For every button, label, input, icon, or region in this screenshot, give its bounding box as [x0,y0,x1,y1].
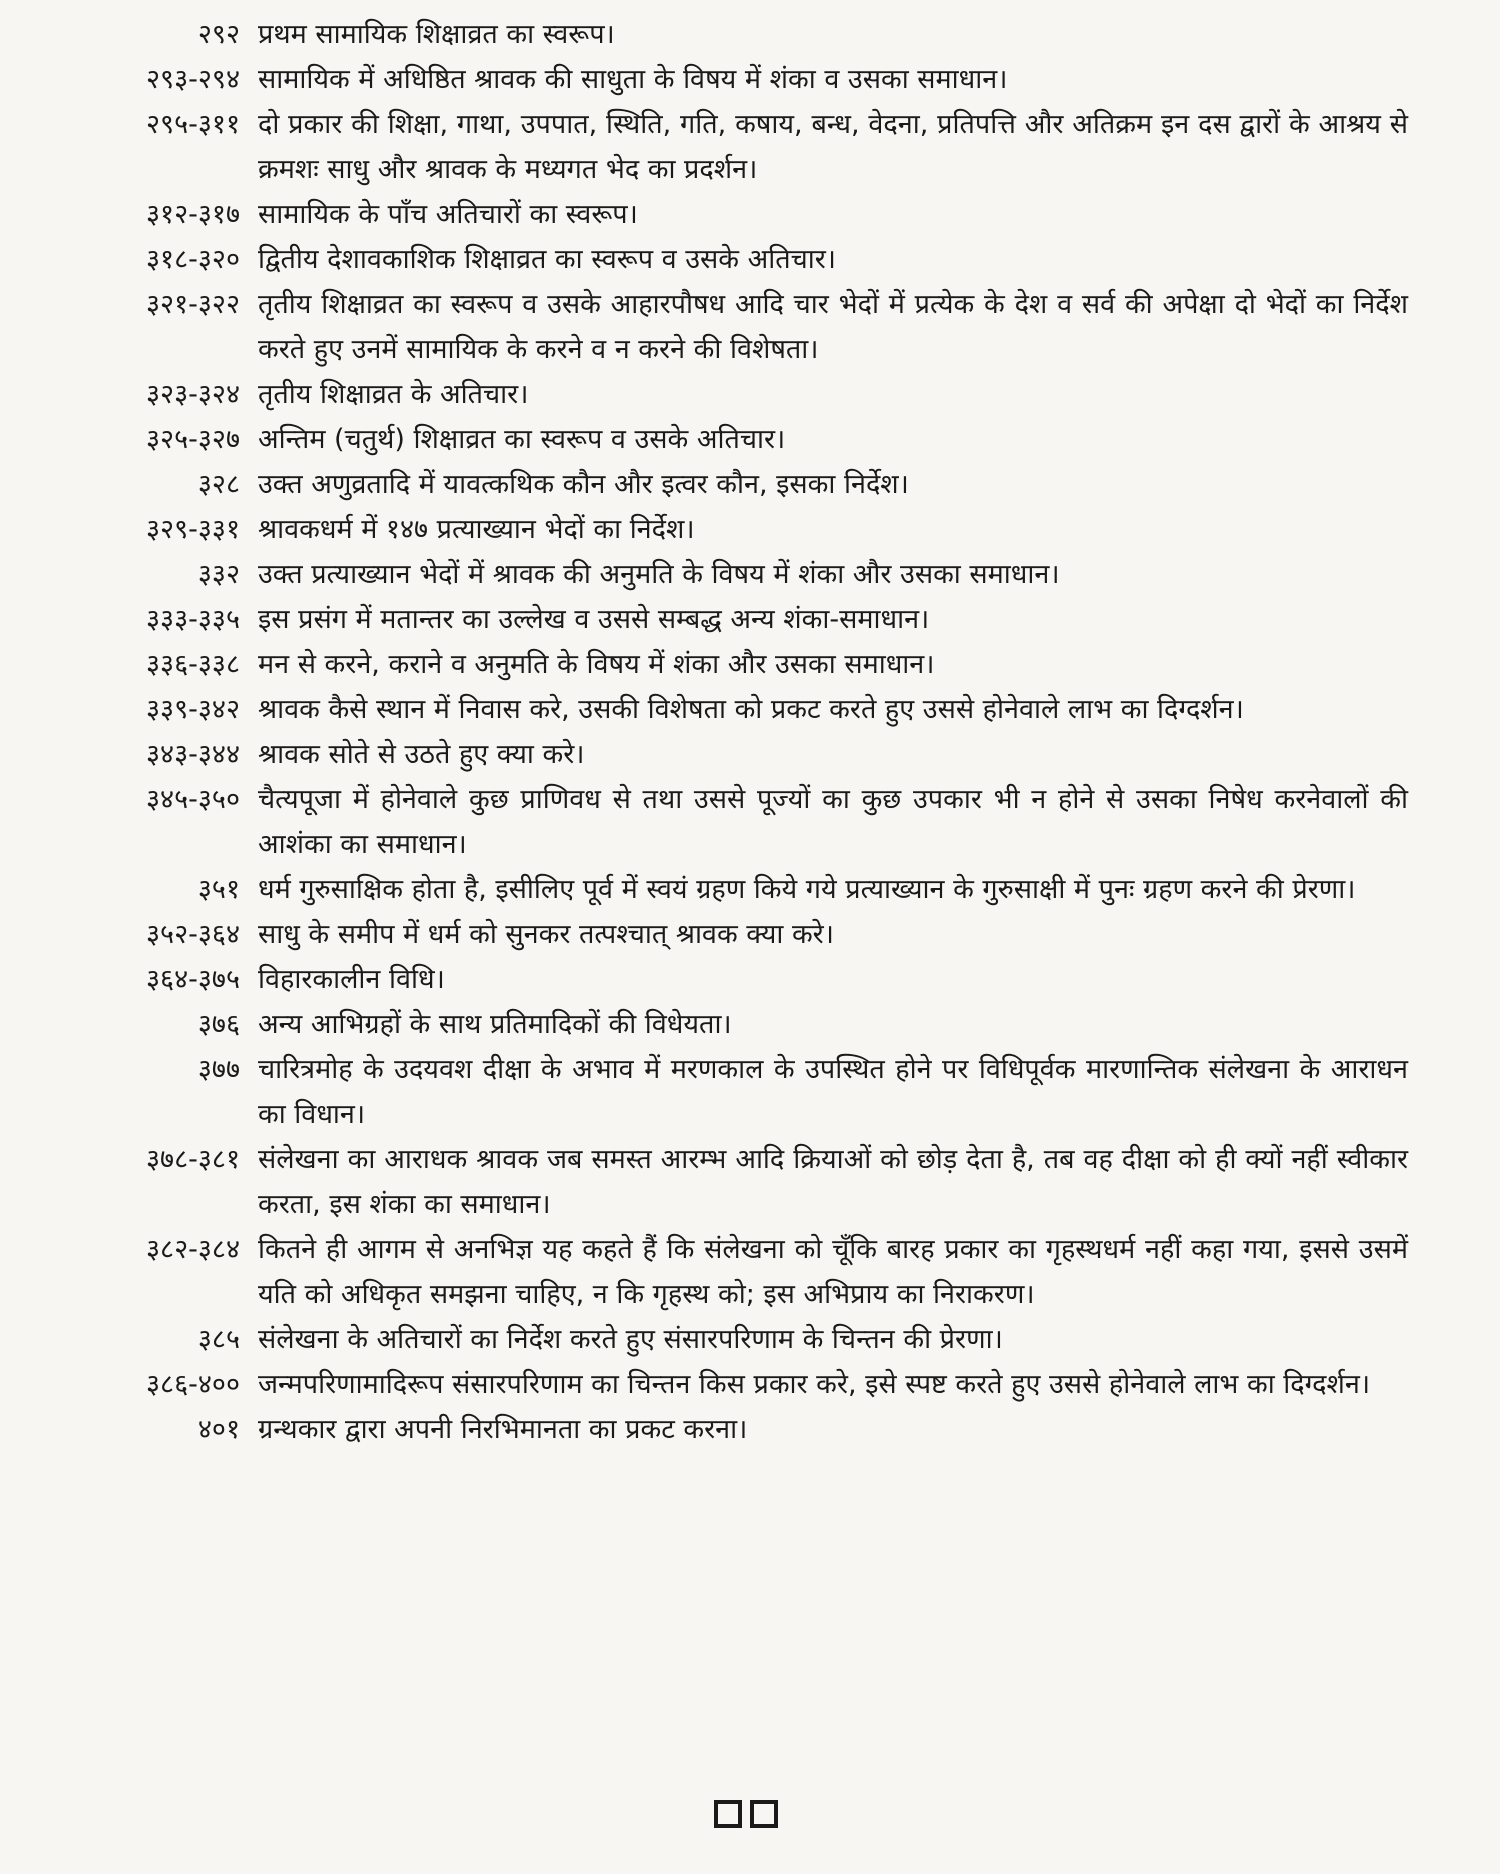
contents-entry [78,1137,1408,1227]
entry-description: श्रावक सोते से उठते हुए क्या करे। [258,739,585,770]
entry-description: प्रथम सामायिक शिक्षाव्रत का स्वरूप। [258,19,615,50]
entry-description: चारित्रमोह के उदयवश दीक्षा के अभाव में मरणकाल के उपस्थित होने पर विधिपूर्वक मारणान्तिक संलेखना के आराधन का विधान। [258,1054,1408,1130]
contents-entry [78,957,1408,1002]
entry-description: सामायिक में अधिष्ठित श्रावक की साधुता के विषय में शंका व उसका समाधान। [258,64,1008,95]
entry-verse-range: ३२८ [197,469,240,500]
entry-description: कितने ही आगम से अनभिज्ञ यह कहते हैं कि संलेखना को चूँकि बारह प्रकार का गृहस्थधर्म नहीं कहा गया, इससे उसमें यति को अधिकृत समझना चाहिए, न कि गृहस्थ को; इस अभिप्राय का निराकरण। [258,1234,1408,1310]
entry-verse-range: ३३६-३३८ [146,649,240,680]
entry-verse-range: ३२९-३३१ [146,514,240,545]
entry-list [78,12,1408,1452]
contents-entry [78,1227,1408,1317]
entry-description: अन्य आभिग्रहों के साथ प्रतिमादिकों की विधेयता। [258,1009,732,1040]
contents-entry [78,282,1408,372]
contents-entry [78,912,1408,957]
contents-entry [78,102,1408,192]
contents-entry [78,867,1408,912]
contents-entry [78,1047,1408,1137]
entry-verse-range: ३८२-३८४ [146,1234,240,1265]
contents-entry [78,372,1408,417]
entry-description: श्रावक कैसे स्थान में निवास करे, उसकी विशेषता को प्रकट करते हुए उससे होनेवाले लाभ का दिग्दर्शन। [258,694,1244,725]
entry-verse-range: ३२३-३२४ [146,379,240,410]
contents-entry [78,1362,1408,1407]
entry-verse-range: २९३-२९४ [146,64,240,95]
entry-description: अन्तिम (चतुर्थ) शिक्षाव्रत का स्वरूप व उसके अतिचार। [258,424,786,455]
contents-entry [78,1317,1408,1362]
entry-description: चैत्यपूजा में होनेवाले कुछ प्राणिवध से तथा उससे पूज्यों का कुछ उपकार भी न होने से उसका निषेध करनेवालों की आशंका का समाधान। [258,784,1408,860]
contents-entry [78,57,1408,102]
entry-description: द्वितीय देशावकाशिक शिक्षाव्रत का स्वरूप व उसके अतिचार। [258,244,837,275]
entry-description: तृतीय शिक्षाव्रत का स्वरूप व उसके आहारपौषध आदि चार भेदों में प्रत्येक के देश व सर्व की अपेक्षा दो भेदों का निर्देश करते हुए उनमें सामायिक के करने व न करने की विशेषता। [258,289,1408,365]
contents-entry [78,687,1408,732]
contents-entry [78,732,1408,777]
entry-description: दो प्रकार की शिक्षा, गाथा, उपपात, स्थिति, गति, कषाय, बन्ध, वेदना, प्रतिपत्ति और अतिक्रम इन दस द्वारों के आश्रय से क्रमशः साधु और श्रावक के मध्यगत भेद का प्रदर्शन। [258,109,1408,185]
entry-description: साधु के समीप में धर्म को सुनकर तत्पश्चात् श्रावक क्या करे। [258,919,834,950]
contents-entry [78,237,1408,282]
square-icon [714,1800,742,1828]
entry-description: संलेखना के अतिचारों का निर्देश करते हुए संसारपरिणाम के चिन्तन की प्रेरणा। [258,1324,1003,1355]
contents-entry [78,597,1408,642]
entry-verse-range: ३६४-३७५ [146,964,240,995]
contents-entry [78,507,1408,552]
entry-description: उक्त अणुव्रतादि में यावत्कथिक कौन और इत्वर कौन, इसका निर्देश। [258,469,909,500]
contents-entry [78,462,1408,507]
square-icon [750,1800,778,1828]
contents-entry [78,12,1408,57]
end-mark [714,1800,778,1828]
entry-description: ग्रन्थकार द्वारा अपनी निरभिमानता का प्रकट करना। [258,1414,748,1445]
entry-verse-range: ३२५-३२७ [146,424,240,455]
entry-verse-range: ३५२-३६४ [146,919,240,950]
entry-description: श्रावकधर्म में १४७ प्रत्याख्यान भेदों का निर्देश। [258,514,695,545]
entry-description: तृतीय शिक्षाव्रत के अतिचार। [258,379,529,410]
entry-verse-range: ३३९-३४२ [146,694,240,725]
contents-entry [78,642,1408,687]
entry-verse-range: ३३३-३३५ [146,604,240,635]
entry-verse-range: ३७६ [197,1009,240,1040]
contents-entry [78,777,1408,867]
entry-verse-range: ३१२-३१७ [146,199,240,230]
entry-verse-range: ३७८-३८१ [146,1144,240,1175]
entry-description: धर्म गुरुसाक्षिक होता है, इसीलिए पूर्व में स्वयं ग्रहण किये गये प्रत्याख्यान के गुरुसाक्षी में पुनः ग्रहण करने की प्रेरणा। [258,874,1356,905]
entry-description: विहारकालीन विधि। [258,964,445,995]
entry-description: संलेखना का आराधक श्रावक जब समस्त आरम्भ आदि क्रियाओं को छोड़ देता है, तब वह दीक्षा को ही क्यों नहीं स्वीकार करता, इस शंका का समाधान। [258,1144,1408,1220]
entry-verse-range: २९५-३११ [146,109,240,140]
contents-entry [78,1002,1408,1047]
entry-verse-range: ३५१ [197,874,240,905]
entry-verse-range: ३४३-३४४ [146,739,240,770]
entry-verse-range: ३८६-४०० [146,1369,240,1400]
entry-description: उक्त प्रत्याख्यान भेदों में श्रावक की अनुमति के विषय में शंका और उसका समाधान। [258,559,1060,590]
entry-verse-range: ३४५-३५० [146,784,240,815]
contents-entry [78,552,1408,597]
entry-verse-range: ४०१ [197,1414,240,1445]
contents-entry [78,192,1408,237]
entry-verse-range: ३१८-३२० [146,244,240,275]
entry-verse-range: २९२ [197,19,240,50]
entry-verse-range: ३२१-३२२ [146,289,240,320]
entry-description: जन्मपरिणामादिरूप संसारपरिणाम का चिन्तन किस प्रकार करे, इसे स्पष्ट करते हुए उससे होनेवाले लाभ का दिग्दर्शन। [258,1369,1371,1400]
entry-verse-range: ३३२ [197,559,240,590]
contents-entry [78,1407,1408,1452]
entry-description: इस प्रसंग में मतान्तर का उल्लेख व उससे सम्बद्ध अन्य शंका-समाधान। [258,604,930,635]
entry-verse-range: ३८५ [197,1324,240,1355]
entry-verse-range: ३७७ [197,1054,240,1085]
entry-description: मन से करने, कराने व अनुमति के विषय में शंका और उसका समाधान। [258,649,935,680]
contents-entry [78,417,1408,462]
entry-description: सामायिक के पाँच अतिचारों का स्वरूप। [258,199,638,230]
